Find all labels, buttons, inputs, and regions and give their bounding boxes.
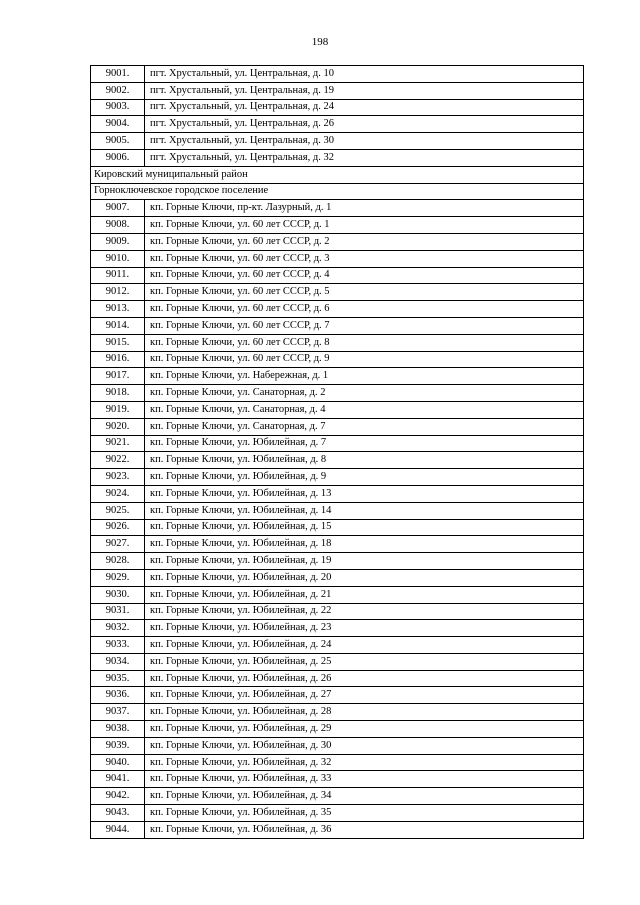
- row-number: 9018.: [91, 385, 145, 402]
- table-row: [91, 82, 584, 99]
- row-number: 9010.: [91, 250, 145, 267]
- row-number: 9017.: [91, 368, 145, 385]
- row-number: 9019.: [91, 401, 145, 418]
- row-address: кп. Горные Ключи, ул. 60 лет СССР, д. 6: [145, 301, 584, 318]
- row-address: кп. Горные Ключи, ул. 60 лет СССР, д. 4: [145, 267, 584, 284]
- row-address: пгт. Хрустальный, ул. Центральная, д. 24: [145, 99, 584, 116]
- table-row: [91, 637, 584, 654]
- row-number: 9032.: [91, 620, 145, 637]
- table-row: [91, 452, 584, 469]
- table-row: [91, 553, 584, 570]
- row-number: 9031.: [91, 603, 145, 620]
- address-table-body: [91, 66, 584, 839]
- row-number: 9007.: [91, 200, 145, 217]
- table-row: [91, 418, 584, 435]
- row-number: 9029.: [91, 569, 145, 586]
- row-number: 9012.: [91, 284, 145, 301]
- row-number: 9003.: [91, 99, 145, 116]
- row-number: 9041.: [91, 771, 145, 788]
- row-number: 9023.: [91, 469, 145, 486]
- row-address: кп. Горные Ключи, ул. Юбилейная, д. 27: [145, 687, 584, 704]
- table-row: [91, 821, 584, 838]
- row-address: кп. Горные Ключи, ул. Набережная, д. 1: [145, 368, 584, 385]
- row-address: кп. Горные Ключи, ул. Юбилейная, д. 30: [145, 737, 584, 754]
- row-number: 9042.: [91, 788, 145, 805]
- row-address: кп. Горные Ключи, ул. Юбилейная, д. 25: [145, 653, 584, 670]
- row-number: 9004.: [91, 116, 145, 133]
- row-number: 9016.: [91, 351, 145, 368]
- row-number: 9033.: [91, 637, 145, 654]
- table-row: [91, 401, 584, 418]
- row-address: кп. Горные Ключи, ул. Юбилейная, д. 7: [145, 435, 584, 452]
- row-address: кп. Горные Ключи, ул. Санаторная, д. 7: [145, 418, 584, 435]
- table-row: [91, 133, 584, 150]
- row-number: 9015.: [91, 334, 145, 351]
- row-address: кп. Горные Ключи, ул. 60 лет СССР, д. 1: [145, 217, 584, 234]
- row-address: кп. Горные Ключи, пр-кт. Лазурный, д. 1: [145, 200, 584, 217]
- table-row: [91, 569, 584, 586]
- row-number: 9034.: [91, 653, 145, 670]
- row-address: кп. Горные Ключи, ул. Санаторная, д. 4: [145, 401, 584, 418]
- table-row: [91, 502, 584, 519]
- table-row: [91, 788, 584, 805]
- row-address: кп. Горные Ключи, ул. Юбилейная, д. 32: [145, 754, 584, 771]
- table-row: [91, 704, 584, 721]
- section-heading: Кировский муниципальный район: [91, 166, 584, 183]
- row-number: 9038.: [91, 721, 145, 738]
- row-number: 9001.: [91, 66, 145, 83]
- table-row: [91, 687, 584, 704]
- table-row: [91, 620, 584, 637]
- row-number: 9021.: [91, 435, 145, 452]
- table-row: [91, 200, 584, 217]
- table-row: [91, 737, 584, 754]
- table-row: [91, 99, 584, 116]
- page-number: 198: [311, 36, 329, 48]
- row-number: 9024.: [91, 485, 145, 502]
- table-row: [91, 351, 584, 368]
- table-row: [91, 586, 584, 603]
- row-address: кп. Горные Ключи, ул. Юбилейная, д. 34: [145, 788, 584, 805]
- row-address: кп. Горные Ключи, ул. Юбилейная, д. 29: [145, 721, 584, 738]
- table-row: [91, 805, 584, 822]
- row-number: 9030.: [91, 586, 145, 603]
- row-address: кп. Горные Ключи, ул. Юбилейная, д. 18: [145, 536, 584, 553]
- row-number: 9043.: [91, 805, 145, 822]
- table-row: [91, 267, 584, 284]
- row-number: 9011.: [91, 267, 145, 284]
- table-row: [91, 754, 584, 771]
- table-row: [91, 485, 584, 502]
- row-address: кп. Горные Ключи, ул. Юбилейная, д. 14: [145, 502, 584, 519]
- row-number: 9013.: [91, 301, 145, 318]
- row-address: кп. Горные Ключи, ул. 60 лет СССР, д. 3: [145, 250, 584, 267]
- table-row: [91, 435, 584, 452]
- row-address: кп. Горные Ключи, ул. 60 лет СССР, д. 5: [145, 284, 584, 301]
- table-row: [91, 149, 584, 166]
- row-address: кп. Горные Ключи, ул. Юбилейная, д. 35: [145, 805, 584, 822]
- row-address: кп. Горные Ключи, ул. 60 лет СССР, д. 8: [145, 334, 584, 351]
- row-address: кп. Горные Ключи, ул. Юбилейная, д. 15: [145, 519, 584, 536]
- row-number: 9035.: [91, 670, 145, 687]
- row-number: 9025.: [91, 502, 145, 519]
- table-row: [91, 66, 584, 83]
- table-row: [91, 771, 584, 788]
- row-address: кп. Горные Ключи, ул. 60 лет СССР, д. 7: [145, 317, 584, 334]
- row-number: 9026.: [91, 519, 145, 536]
- table-row: [91, 217, 584, 234]
- row-number: 9008.: [91, 217, 145, 234]
- table-row: [91, 670, 584, 687]
- section-row: [91, 166, 584, 183]
- table-row: [91, 721, 584, 738]
- section-heading: Горноключевское городское поселение: [91, 183, 584, 200]
- row-address: кп. Горные Ключи, ул. Юбилейная, д. 13: [145, 485, 584, 502]
- address-table: [90, 65, 584, 839]
- row-address: пгт. Хрустальный, ул. Центральная, д. 26: [145, 116, 584, 133]
- table-row: [91, 284, 584, 301]
- row-address: кп. Горные Ключи, ул. Юбилейная, д. 24: [145, 637, 584, 654]
- row-address: кп. Горные Ключи, ул. 60 лет СССР, д. 2: [145, 233, 584, 250]
- row-address: кп. Горные Ключи, ул. Юбилейная, д. 21: [145, 586, 584, 603]
- row-number: 9040.: [91, 754, 145, 771]
- row-address: пгт. Хрустальный, ул. Центральная, д. 10: [145, 66, 584, 83]
- row-number: 9027.: [91, 536, 145, 553]
- row-number: 9039.: [91, 737, 145, 754]
- table-row: [91, 536, 584, 553]
- table-row: [91, 368, 584, 385]
- row-number: 9037.: [91, 704, 145, 721]
- row-address: пгт. Хрустальный, ул. Центральная, д. 32: [145, 149, 584, 166]
- row-number: 9028.: [91, 553, 145, 570]
- row-number: 9002.: [91, 82, 145, 99]
- row-number: 9020.: [91, 418, 145, 435]
- row-address: кп. Горные Ключи, ул. 60 лет СССР, д. 9: [145, 351, 584, 368]
- row-address: кп. Горные Ключи, ул. Юбилейная, д. 19: [145, 553, 584, 570]
- row-address: кп. Горные Ключи, ул. Юбилейная, д. 9: [145, 469, 584, 486]
- row-number: 9006.: [91, 149, 145, 166]
- table-row: [91, 116, 584, 133]
- table-row: [91, 385, 584, 402]
- table-row: [91, 334, 584, 351]
- row-address: кп. Горные Ключи, ул. Юбилейная, д. 28: [145, 704, 584, 721]
- table-row: [91, 250, 584, 267]
- row-address: пгт. Хрустальный, ул. Центральная, д. 30: [145, 133, 584, 150]
- row-address: пгт. Хрустальный, ул. Центральная, д. 19: [145, 82, 584, 99]
- row-number: 9036.: [91, 687, 145, 704]
- section-row: [91, 183, 584, 200]
- row-address: кп. Горные Ключи, ул. Юбилейная, д. 8: [145, 452, 584, 469]
- table-row: [91, 233, 584, 250]
- table-row: [91, 653, 584, 670]
- row-number: 9009.: [91, 233, 145, 250]
- table-row: [91, 317, 584, 334]
- row-number: 9044.: [91, 821, 145, 838]
- row-address: кп. Горные Ключи, ул. Юбилейная, д. 33: [145, 771, 584, 788]
- row-number: 9022.: [91, 452, 145, 469]
- row-address: кп. Горные Ключи, ул. Юбилейная, д. 22: [145, 603, 584, 620]
- row-number: 9005.: [91, 133, 145, 150]
- row-address: кп. Горные Ключи, ул. Юбилейная, д. 36: [145, 821, 584, 838]
- row-address: кп. Горные Ключи, ул. Юбилейная, д. 20: [145, 569, 584, 586]
- table-row: [91, 469, 584, 486]
- row-number: 9014.: [91, 317, 145, 334]
- row-address: кп. Горные Ключи, ул. Юбилейная, д. 23: [145, 620, 584, 637]
- table-row: [91, 603, 584, 620]
- row-address: кп. Горные Ключи, ул. Юбилейная, д. 26: [145, 670, 584, 687]
- table-row: [91, 301, 584, 318]
- row-address: кп. Горные Ключи, ул. Санаторная, д. 2: [145, 385, 584, 402]
- table-row: [91, 519, 584, 536]
